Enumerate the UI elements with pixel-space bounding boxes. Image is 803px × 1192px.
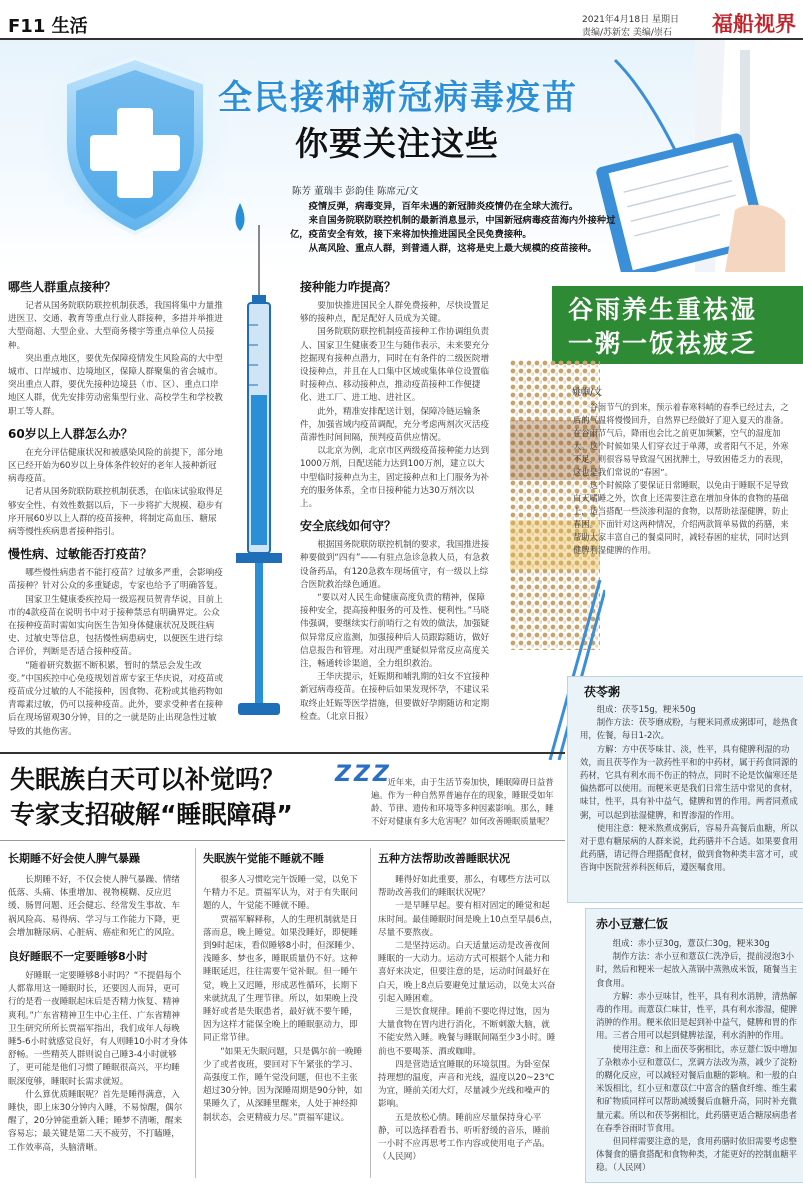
section-heading: 60岁以上人群怎么办？: [8, 426, 133, 441]
newspaper-logo: 福船视界: [712, 11, 796, 36]
recipe-title: 赤小豆薏仁饭: [596, 917, 669, 931]
article-text: [8, 970, 188, 1170]
paragraph: 但同样需要注意的是，食用药膳时依旧需要考虑整体餐食的膳食搭配和食物种类，才能更好的控制血糖平稳。（人民网）: [596, 1136, 798, 1173]
paragraph: 组成：赤小豆30g，薏苡仁30g，粳米30g: [612, 938, 770, 948]
recipe-text: [580, 703, 798, 899]
paragraph: 贾福军解释称，人的生理机制就是日落而息，晚上睡觉。如果没睡好，即便睡到9时起床，看似睡够8小时，但深睡少、浅睡多、梦也多，睡眠质量仍不好。这种睡眠延迟，往往需要午觉补眠。但一睡午觉，晚上又迟睡，形成恶性循环，长期下来就扰乱了生理节律。所以，如果晚上没睡好或者是失眠患者，最好就不要午睡，因为这样才能保全晚上的睡眠驱动力，即同正常节律。: [203, 914, 361, 1044]
article-text: [300, 300, 490, 511]
article-text: [203, 874, 363, 1192]
food-headline-2: 一粥一饭祛疲乏: [568, 329, 758, 358]
paragraph: 使用注意：和上面茯苓粥相比，赤豆薏仁饭中增加了杂粮赤小豆和薏苡仁，烹调方法改为蒸，减少了淀粉的糊化反应，可以减轻对餐后血糖的影响。和一般的白米饭相比，红小豆和薏苡仁中富含的膳食纤维、维生素和矿物质同样可以帮助减缓餐后血糖升高，同时补充微量元素。所以和茯苓粥相比，此药膳更适合糖尿病患者在春季谷雨时节食用。: [596, 1043, 798, 1133]
recipe-box-fuling-porridge: [567, 676, 803, 903]
paragraph: 很多人习惯吃完午饭睡一觉，以免下午精力不足。贾福军认为，对于有失眠问题的人，午觉能不睡就不睡。: [203, 875, 358, 912]
paragraph: 王华庆提示，妊娠期和哺乳期的妇女不宜接种新冠病毒疫苗。在接种后如果发现怀孕，不建议采取终止妊娠等医学措施，但要做好孕期随访和定期检查。（北京日报）: [300, 672, 490, 722]
paragraph: 长期睡不好，不仅会使人脾气暴躁、情绪低落、头痛、体重增加、视物模糊、反应迟缓、肠胃问题、还会健忘、经常发生事故、车祸风险高、易得病、学习与工作能力下降，更会增加糖尿病、心脏病、癌症和死亡的风险。: [8, 875, 180, 938]
insomnia-column-2: [203, 850, 363, 1192]
recipe-title: 茯苓粥: [584, 685, 621, 699]
insomnia-column-1: [8, 850, 188, 1170]
shield-icon: [20, 48, 250, 248]
column-divider: [370, 848, 371, 1178]
food-article: [573, 401, 795, 641]
paragraph: 四是营造适宜睡眠的环境氛围。为卧室保持理想的温度，声音和光线，温度以20~23℃为宜，睡前关闭大灯，尽量减少光线和噪声的影响。: [378, 1059, 555, 1110]
food-byline: 姚帼/文: [572, 388, 603, 398]
paragraph: “如果无失眠问题，只是偶尔前一晚睡少了或者夜班，要回对下午紧张的学习、高强度工作，睡午觉没问题，但也不主张超过30分钟。因为深睡周期是90分钟，如果睡久了，从深睡里醒来，人处于神经抑制状态，会更精疲力尽。”贾福军建议。: [203, 1046, 363, 1123]
paragraph: 记者从国务院联防联控机制获悉，在临床试验取得足够安全性、有效性数据以后，下一步将扩大规模、稳步有序开展60岁以上人群的疫苗接种，将制定高血压、糖尿病等慢性疾病患者接种指引。: [8, 487, 223, 538]
date-line: [582, 14, 722, 40]
paragraph: 以北京为例，北京市区两级疫苗接种能力达到1000万剂，日配送能力达到100万剂，建立以大中型临时接种点为主，固定接种点和上门服务为补充的服务体系，全市日接种能力达30万剂次以上。: [300, 446, 490, 510]
hero-banner: [0, 40, 803, 272]
insomnia-column-3: [378, 850, 558, 1192]
paragraph: 三是饮食规律。睡前不要吃得过饱，因为大量食物在胃内进行消化，不断刺激大脑，就不能安然入睡。晚餐与睡眠间隔至少3小时。睡前也不要喝茶、酒或咖啡。: [378, 1007, 556, 1057]
headline-main: 全民接种新冠病毒疫苗: [218, 78, 578, 118]
paragraph: 组成：茯苓15g，粳米50g: [596, 704, 696, 714]
lead-paragraph: [290, 200, 618, 256]
paragraph: 这个时候除了要保证日常睡眠，以免由于睡眠不足导致白天嗜睡之外，饮食上还需要注意在增加身体的食物的基础上，适当搭配一些淡渗利湿的食物，以帮助祛湿健脾，防止春困。下面针对这两种情况，介绍两款简单易做的药膳，来帮助大家丰富自己的餐桌同时，减轻春困的症状，同时达到健脾利湿健脾的作用。: [573, 480, 789, 555]
headline-sub: 你要关注这些: [295, 124, 499, 163]
column-divider: [195, 848, 196, 1178]
paragraph: 突出重点地区，要优先保障疫情发生风险高的大中型城市、口岸城市、边境地区，保障人群聚集的省会城市。突出重点人群，要优先接种边境县（市、区）、重点口岸地区人群，优先安排劳动密集型行业、高校学生和学校教职工等人群。: [8, 353, 223, 417]
article-column-1: [8, 278, 223, 782]
lead-line: 疫情反弹，病毒变异，百年未遇的新冠肺炎疫情仍在全球大流行。: [308, 201, 579, 212]
issue-date: 2021年4月18日 星期日: [582, 15, 679, 25]
paragraph: 二是坚持运动。白天适量运动是改善夜间睡眠的一大动力。运动方式可根据个人能力和喜好来决定，但要注意的是，运动时间最好在白天，晚上8点后要避免过量运动，以免太兴奋引起入睡困难。: [378, 941, 556, 1004]
syringe-icon: [230, 195, 290, 755]
paragraph: 哪些慢性病患者不能打疫苗？过敏多严重，会影响疫苗接种？针对公众的多重疑虑，专家也给予了明确答复。: [8, 568, 223, 592]
insomnia-intro: [371, 776, 561, 854]
editor-credits: 责编/苏新宏 美编/崇石: [582, 28, 672, 38]
article-text: [8, 300, 223, 419]
paragraph: 国家卫生健康委疾控局一级巡视员贺青华说，目前上市的4款疫苗在说明书中对于接种禁忌有明确界定。公众在接种疫苗时需如实向医生告知身体健康状况及既往病史、过敏史等信息，包括慢性病患病史，以便医生进行综合评价，判断是否适合接种疫苗。: [8, 594, 223, 658]
paragraph: 国务院联防联控机制疫苗接种工作协调组负责人、国家卫生健康委卫生与随伟表示，未来要充分挖掘现有接种点潜力，同时在有条件的二级医院增设接种点，并且在人口集中区域或集体单位设置临时接种点、移动接种点，推动疫苗接种工作便捷化、进工厂、进工地、进社区。: [300, 327, 490, 404]
article-text: [8, 567, 223, 782]
zzz-icon: ZZZ: [335, 762, 392, 787]
paragraph: 制作方法：赤小豆和薏苡仁洗净后，提前浸泡3小时，然后和粳米一起放入蒸锅中蒸熟成米饭，随餐当主食食用。: [596, 951, 797, 988]
paragraph: “要以对人民生命健康高度负责的精神，保障接种安全，提高接种服务的可及性、便利性。”马晓伟强调，要继续实行前哨行之有效的做法，加强疑似异常反应监测，加强接种后人员跟踪随访，做好信息报告和管理。对出现严重疑似异常反应高度关注，畅通转诊渠道，全力组织救治。: [300, 593, 490, 670]
paragraph: 睡得好如此重要，那么，有哪些方法可以帮助改善我们的睡眠状况呢？: [378, 875, 550, 899]
section-heading: 五种方法帮助改善睡眠状况: [378, 852, 510, 865]
section-heading: 安全底线如何守？: [300, 519, 397, 534]
paragraph: 要加快推进国民全人群免费接种，尽快设置足够的接种点，配足配好人员成为关键。: [300, 301, 490, 325]
article-text: [8, 874, 188, 940]
recipe-text: [596, 937, 798, 1179]
section-heading: 长期睡不好会使人脾气暴躁: [8, 852, 140, 865]
section-divider: [0, 752, 565, 754]
paragraph: 在充分评估健康状况和被感染风险的前提下，部分地区已经开始为60岁以上身体条件较好的老年人接种新冠病毒疫苗。: [8, 447, 223, 485]
article-column-2: [300, 278, 490, 739]
insomnia-headline-1: 失眠族白天可以补觉吗？: [10, 765, 286, 794]
paragraph: 此外，精准安排配送计划，保障冷链运输条件，加强省域内疫苗调配，充分考虑两剂次灭活疫苗滞性时间间隔，预判疫苗供应情况。: [300, 406, 490, 444]
paragraph: 一是早睡早起。要有相对固定的睡觉和起床时间。最佳睡眠时间是晚上10点至早晨6点，尽量不要熬夜。: [378, 901, 558, 938]
article-text: [378, 874, 558, 1192]
food-headline-1: 谷雨养生重祛湿: [568, 295, 758, 324]
article-text: [300, 539, 490, 739]
paragraph: 什么算优质睡眠呢？首先是睡得满意，入睡快，即上床30分钟内入睡，不易惊醒，偶尔醒了，20分钟能重新入睡；睡梦不清晰，醒来容易忘；最关键是第二天不疲劳，不打瞌睡，工作效率高，头脑清晰。: [8, 1089, 183, 1153]
paragraph: 记者从国务院联防联控机制获悉，我国将集中力量推进医卫、交通、教育等重点行业人群接种，多措并举推进大型商超、大型企业、大型商务楼宇等重点单位人员接种。: [8, 301, 223, 351]
paragraph: 谷雨节气的到来，预示着春寒料峭的春季已经过去，之后的气温将慢慢回升，自然界已经做好了迎入夏天的准备。在谷雨节气后，降雨也会比之前更加频繁，空气的湿度加大。这个时候如果人们穿衣过于单薄，或者阳气不足，外寒不足，则很容易导致湿气困扰脾土，导致困倦乏力的表现，这也是我们常说的“春困”。: [573, 402, 789, 477]
section-label: F11 生活: [8, 16, 88, 37]
paragraph: 五是放松心情。睡前应尽量保持身心平静，可以选择看看书、听听舒缓的音乐，睡前一小时不应再思考工作内容或使用电子产品。（人民网）: [378, 1112, 550, 1163]
paragraph: 制作方法：茯苓磨成粉，与粳米同煮成粥即可，趁热食用，佐餐，每日1-2次。: [580, 717, 798, 741]
section-heading: 哪些人群重点接种？: [8, 280, 117, 294]
section-heading: 良好睡眠不一定要睡够8小时: [8, 950, 148, 964]
lead-line: 从高风险、重点人群，到普通人群，这将是史上最大规模的疫苗接种。: [308, 243, 597, 254]
section-heading: 慢性病、过敏能否打疫苗？: [8, 547, 153, 562]
recipe-box-adzuki-coix-rice: [585, 908, 803, 1183]
paragraph: 好睡眠一定要睡够8小时吗？“不提倡每个人都靠用这一睡眠时长，还要因人而异，更可行的是看一夜睡眠起床后是否精力恢复、精神爽利。”广东省精神卫生中心主任、广东省精神卫生研究所所长贾福军指出，我们成年人每晚睡5-6小时就感觉良好，有人则睡10小时才身体舒畅。一些精英人群则说自己睡3-4小时就够了，更可能是他们习惯了睡眠很高兴，平均睡眠深度够，睡眠时长需求就短。: [8, 971, 188, 1087]
paragraph: 近年来，由于生活节奏加快，睡眠障碍日益普遍。作为一种自然界普遍存在的现象，睡眠受如年龄、节律、遗传和环境等多种因素影响。那么，睡不好对健康有多大危害呢？如何改善睡眠质量呢？: [371, 777, 554, 826]
byline: 陈芳 董瑞丰 彭韵佳 陈席元/文: [292, 186, 419, 197]
paragraph: 使用注意：粳米熬煮成粥后，容易升高餐后血糖，所以对于患有糖尿病的人群来说，此药膳并不合适。如果要食用此药膳，请记得合理搭配食材，做到食物种类丰富才可，或咨询中医院营养科医师后，遵医嘱食用。: [580, 822, 798, 873]
insomnia-headline-2: 专家支招破解“睡眠障碍”: [10, 800, 293, 829]
section-heading: 接种能力咋提高？: [300, 280, 397, 294]
article-text: [8, 447, 223, 539]
paragraph: 方解：方中茯苓味甘、淡，性平，具有健脾利湿的功效，而且茯苓作为一款药性平和的中药材，属于药食同源的药材，它具有利水而不伤正的特点，同时不论是饮偏寒还是偏热都可以使用。而粳米更是我们日常生活中常见的食材，味甘，性平，具有补中益气，健脾和胃的作用。两者同煮成粥，可以起到祛湿健脾，和胃渗湿的作用。: [580, 743, 798, 820]
paragraph: 方解：赤小豆味甘，性平，具有利水消肿，清热解毒的作用。而薏苡仁味甘，性平，具有利水渗湿，健脾消肿的作用。粳米依旧是起到补中益气，健脾和胃的作用。三者合用可以起到健脾祛湿，利水消肿的作用。: [596, 990, 798, 1041]
section-divider: [0, 840, 565, 841]
paragraph: 根据国务院联防联控机制的要求，我国推进接种要做到“四有”——有驻点急诊急救人员，有急救设备药品，有120急救车现场值守，有一级以上综合医院救治绿色通道。: [300, 540, 490, 590]
paragraph: “随着研究数据不断积累，暂时的禁忌会发生改变。”中国疾控中心免疫规划首席专家王华庆说，对疫苗或疫苗成分过敏的人不能接种，因食物、花粉或其他药物如青霉素过敏，仍可以接种疫苗。此外，要求受种者在接种后在现场留观30分钟，目的之一就是防止出现急性过敏导致的其他伤害。: [8, 660, 223, 737]
lead-line: 来自国务院联防联控机制的最新消息显示，中国新冠病毒疫苗海内外接种过亿，疫苗安全有效，接下来将加快推进国民全民免费接种。: [290, 215, 616, 240]
section-heading: 失眠族午觉能不睡就不睡: [203, 852, 324, 865]
